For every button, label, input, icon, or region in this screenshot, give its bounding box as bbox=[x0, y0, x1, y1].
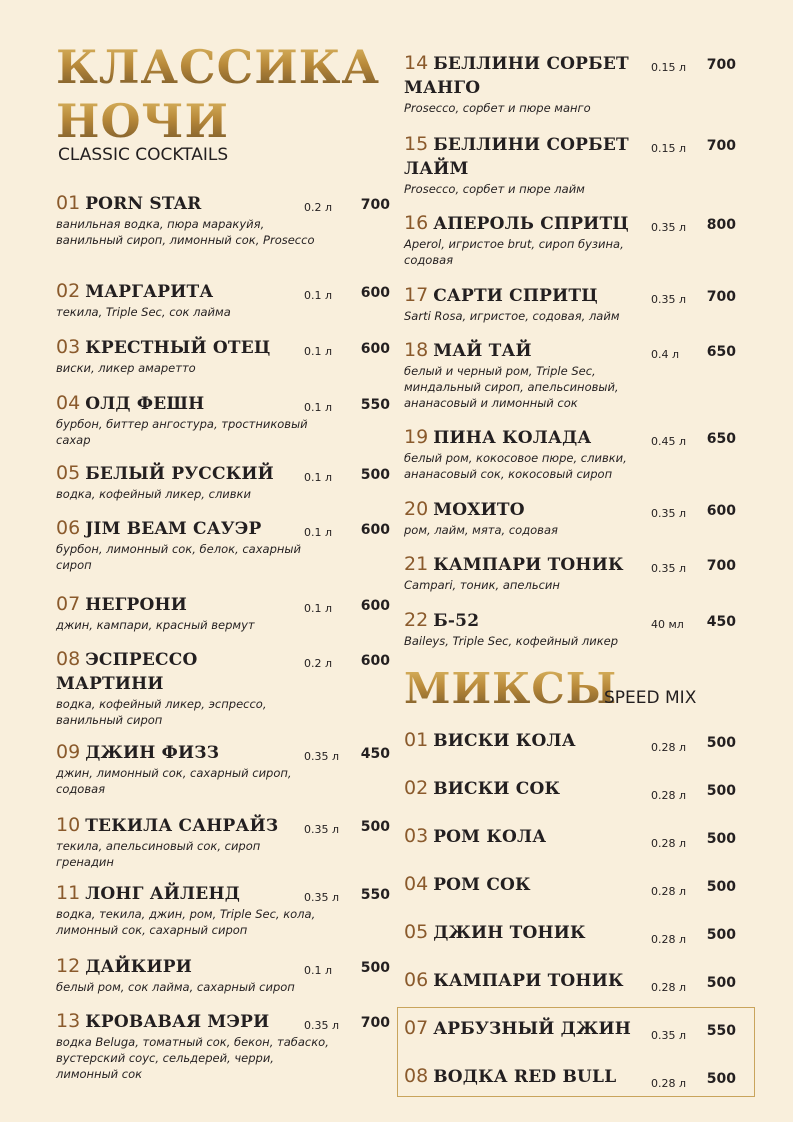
item-price: 650 bbox=[706, 344, 736, 360]
menu-item-header bbox=[404, 283, 754, 308]
item-name: JIM BEAM САУЭР bbox=[85, 519, 262, 539]
item-number: 21 bbox=[404, 553, 429, 575]
item-volume: 40 мл bbox=[651, 618, 684, 631]
item-volume: 0.35 л bbox=[304, 823, 340, 836]
menu-item bbox=[56, 592, 396, 633]
item-price: 800 bbox=[706, 217, 736, 233]
item-number: 12 bbox=[56, 955, 81, 977]
item-price: 700 bbox=[360, 197, 390, 213]
item-price: 500 bbox=[706, 1071, 736, 1087]
item-volume: 0.1 л bbox=[304, 401, 333, 414]
item-volume: 0.2 л bbox=[304, 657, 333, 670]
item-volume: 0.1 л bbox=[304, 289, 333, 302]
item-price: 500 bbox=[706, 927, 736, 943]
menu-item bbox=[404, 608, 754, 649]
item-price: 550 bbox=[706, 1023, 736, 1039]
menu-item-header bbox=[404, 132, 754, 181]
item-name: ЭСПРЕССО МАРТИНИ bbox=[56, 650, 198, 694]
item-volume: 0.1 л bbox=[304, 345, 333, 358]
item-volume: 0.35 л bbox=[304, 1019, 340, 1032]
item-name: ЛОНГ АЙЛЕНД bbox=[85, 884, 241, 904]
menu-item bbox=[404, 776, 754, 801]
item-volume: 0.2 л bbox=[304, 201, 333, 214]
item-price: 450 bbox=[706, 614, 736, 630]
item-name: МОХИТО bbox=[433, 500, 525, 520]
item-name: ВИСКИ СОК bbox=[433, 779, 561, 799]
menu-item bbox=[56, 461, 396, 502]
menu-item bbox=[56, 954, 396, 995]
item-number: 02 bbox=[56, 280, 81, 302]
menu-item bbox=[404, 283, 754, 324]
item-description: водка, кофейный ликер, сливки bbox=[56, 487, 251, 501]
item-description: Prosecco, сорбет и пюре лайм bbox=[404, 182, 585, 196]
item-name: Б-52 bbox=[433, 611, 480, 631]
item-volume: 0.28 л bbox=[651, 741, 687, 754]
item-number: 03 bbox=[56, 336, 81, 358]
section-subtitle: CLASSIC COCKTAILS bbox=[58, 145, 229, 165]
item-description: текила, апельсиновый сок, сироп гренадин bbox=[56, 839, 261, 869]
menu-item bbox=[404, 968, 754, 993]
item-name: БЕЛЛИНИ СОРБЕТ ЛАЙМ bbox=[404, 135, 629, 179]
item-volume: 0.1 л bbox=[304, 964, 333, 977]
item-number: 16 bbox=[404, 212, 429, 234]
menu-item-header bbox=[404, 776, 754, 801]
menu-item bbox=[404, 552, 754, 593]
item-description: белый и черный ром, Triple Sec, миндальный сироп, апельсиновый, ананасовый и лимонный сок bbox=[404, 364, 619, 410]
menu-item bbox=[404, 51, 754, 116]
item-number: 06 bbox=[404, 969, 429, 991]
item-number: 17 bbox=[404, 284, 429, 306]
item-name: РОМ КОЛА bbox=[433, 827, 547, 847]
item-name: ТЕКИЛА САНРАЙЗ bbox=[85, 816, 279, 836]
section-title-line2: НОЧИ bbox=[56, 94, 229, 148]
item-volume: 0.1 л bbox=[304, 526, 333, 539]
item-price: 500 bbox=[360, 960, 390, 976]
item-volume: 0.45 л bbox=[651, 435, 687, 448]
item-volume: 0.28 л bbox=[651, 837, 687, 850]
item-name: КРЕСТНЫЙ ОТЕЦ bbox=[85, 338, 271, 358]
item-number: 04 bbox=[56, 392, 81, 414]
item-price: 500 bbox=[706, 783, 736, 799]
item-description: ром, лайм, мята, содовая bbox=[404, 523, 558, 537]
item-number: 10 bbox=[56, 814, 81, 836]
item-description: Sarti Rosa, игристое, содовая, лайм bbox=[404, 309, 620, 323]
menu-item bbox=[56, 516, 396, 573]
item-name: НЕГРОНИ bbox=[85, 595, 188, 615]
menu-item bbox=[56, 391, 396, 448]
item-number: 15 bbox=[404, 133, 429, 155]
item-name: ОЛД ФЕШН bbox=[85, 394, 205, 414]
menu-item bbox=[404, 497, 754, 538]
item-price: 700 bbox=[706, 57, 736, 73]
item-price: 500 bbox=[360, 819, 390, 835]
menu-item bbox=[404, 728, 754, 753]
item-description: водка, текила, джин, ром, Triple Sec, кола, лимонный сок, сахарный сироп bbox=[56, 907, 316, 937]
item-volume: 0.15 л bbox=[651, 142, 687, 155]
menu-item-header bbox=[404, 872, 754, 897]
menu-item bbox=[404, 338, 754, 411]
menu-item bbox=[404, 132, 754, 197]
item-volume: 0.28 л bbox=[651, 981, 687, 994]
item-number: 14 bbox=[404, 52, 429, 74]
item-name: БЕЛЛИНИ СОРБЕТ МАНГО bbox=[404, 54, 629, 98]
item-price: 700 bbox=[360, 1015, 390, 1031]
item-price: 700 bbox=[706, 558, 736, 574]
item-price: 600 bbox=[360, 285, 390, 301]
item-price: 700 bbox=[706, 289, 736, 305]
menu-item bbox=[56, 1009, 396, 1082]
item-number: 03 bbox=[404, 825, 429, 847]
mixes-subtitle: SPEED MIX bbox=[604, 688, 697, 708]
menu-item bbox=[56, 881, 396, 938]
item-name: КАМПАРИ ТОНИК bbox=[433, 971, 624, 991]
item-number: 02 bbox=[404, 777, 429, 799]
menu-item bbox=[56, 813, 396, 870]
item-description: бурбон, биттер ангостура, тростниковый сахар bbox=[56, 417, 308, 447]
menu-item-header bbox=[404, 51, 754, 100]
item-name: МАРГАРИТА bbox=[85, 282, 214, 302]
menu-item-header bbox=[56, 881, 396, 906]
menu-item-header bbox=[56, 391, 396, 416]
item-number: 05 bbox=[404, 921, 429, 943]
menu-item-header bbox=[56, 191, 396, 216]
item-number: 04 bbox=[404, 873, 429, 895]
menu-item bbox=[404, 920, 754, 945]
item-number: 11 bbox=[56, 882, 81, 904]
item-number: 19 bbox=[404, 426, 429, 448]
menu-item-header bbox=[56, 1009, 396, 1034]
item-description: Baileys, Triple Sec, кофейный ликер bbox=[404, 634, 619, 648]
item-name: КРОВАВАЯ МЭРИ bbox=[85, 1012, 270, 1032]
menu-item-header bbox=[404, 425, 754, 450]
item-description: бурбон, лимонный сок, белок, сахарный сироп bbox=[56, 542, 301, 572]
item-name: БЕЛЫЙ РУССКИЙ bbox=[85, 464, 274, 484]
menu-item-header bbox=[404, 552, 754, 577]
item-volume: 0.1 л bbox=[304, 471, 333, 484]
menu-item-header bbox=[56, 954, 396, 979]
menu-item-header bbox=[56, 335, 396, 360]
item-price: 550 bbox=[360, 397, 390, 413]
item-volume: 0.1 л bbox=[304, 602, 333, 615]
menu-item bbox=[404, 425, 754, 482]
mixes-title: МИКСЫ bbox=[404, 664, 618, 713]
item-name: МАЙ ТАЙ bbox=[433, 341, 532, 361]
item-price: 600 bbox=[360, 598, 390, 614]
item-volume: 0.4 л bbox=[651, 348, 680, 361]
item-number: 08 bbox=[404, 1065, 429, 1087]
item-price: 650 bbox=[706, 431, 736, 447]
highlight-frame bbox=[397, 1007, 755, 1097]
item-name: РОМ СОК bbox=[433, 875, 531, 895]
item-name: ДЖИН ТОНИК bbox=[433, 923, 586, 943]
menu-item-header bbox=[404, 338, 754, 363]
item-name: ДАЙКИРИ bbox=[85, 957, 192, 977]
item-number: 20 bbox=[404, 498, 429, 520]
item-description: белый ром, сок лайма, сахарный сироп bbox=[56, 980, 295, 994]
item-price: 550 bbox=[360, 887, 390, 903]
item-price: 500 bbox=[706, 879, 736, 895]
menu-item-header bbox=[56, 461, 396, 486]
menu-item-header bbox=[404, 211, 754, 236]
menu-item-header bbox=[56, 813, 396, 838]
item-name: ВИСКИ КОЛА bbox=[433, 731, 576, 751]
item-description: водка Beluga, томатный сок, бекон, табаско, вустерский соус, сельдерей, черри, лимонный сок bbox=[56, 1035, 329, 1081]
menu-item-header bbox=[56, 279, 396, 304]
item-volume: 0.35 л bbox=[651, 562, 687, 575]
menu-item-header bbox=[56, 516, 396, 541]
item-price: 450 bbox=[360, 746, 390, 762]
item-name: ВОДКА RED BULL bbox=[433, 1067, 617, 1087]
item-price: 500 bbox=[706, 735, 736, 751]
item-volume: 0.35 л bbox=[304, 750, 340, 763]
item-volume: 0.35 л bbox=[304, 891, 340, 904]
menu-item-header bbox=[404, 920, 754, 945]
item-volume: 0.28 л bbox=[651, 1077, 687, 1090]
menu-item-header bbox=[404, 824, 754, 849]
item-name: САРТИ СПРИТЦ bbox=[433, 286, 598, 306]
item-price: 600 bbox=[360, 522, 390, 538]
item-volume: 0.35 л bbox=[651, 507, 687, 520]
menu-item bbox=[56, 279, 396, 320]
item-volume: 0.28 л bbox=[651, 789, 687, 802]
item-description: Aperol, игристое brut, сироп бузина, содовая bbox=[404, 237, 624, 267]
item-number: 07 bbox=[404, 1017, 429, 1039]
item-number: 01 bbox=[56, 192, 81, 214]
item-price: 500 bbox=[706, 831, 736, 847]
item-volume: 0.28 л bbox=[651, 885, 687, 898]
menu-item bbox=[56, 647, 396, 728]
item-description: белый ром, кокосовое пюре, сливки, ананасовый сок, кокосовый сироп bbox=[404, 451, 627, 481]
menu-item-header bbox=[404, 968, 754, 993]
item-description: джин, лимонный сок, сахарный сироп, содовая bbox=[56, 766, 292, 796]
item-description: водка, кофейный ликер, эспрессо, ванильный сироп bbox=[56, 697, 267, 727]
item-volume: 0.35 л bbox=[651, 1029, 687, 1042]
item-price: 600 bbox=[706, 503, 736, 519]
item-name: АРБУЗНЫЙ ДЖИН bbox=[433, 1019, 632, 1039]
item-number: 08 bbox=[56, 648, 81, 670]
menu-item-header bbox=[56, 647, 396, 696]
item-volume: 0.28 л bbox=[651, 933, 687, 946]
menu-item bbox=[404, 824, 754, 849]
item-name: АПЕРОЛЬ СПРИТЦ bbox=[433, 214, 629, 234]
menu-item bbox=[56, 335, 396, 376]
item-number: 13 bbox=[56, 1010, 81, 1032]
menu-item-header bbox=[404, 728, 754, 753]
item-description: текила, Triple Sec, сок лайма bbox=[56, 305, 231, 319]
item-number: 05 bbox=[56, 462, 81, 484]
item-number: 01 bbox=[404, 729, 429, 751]
item-number: 18 bbox=[404, 339, 429, 361]
item-price: 600 bbox=[360, 341, 390, 357]
menu-item bbox=[404, 872, 754, 897]
item-number: 09 bbox=[56, 741, 81, 763]
item-number: 07 bbox=[56, 593, 81, 615]
item-price: 700 bbox=[706, 138, 736, 154]
item-name: PORN STAR bbox=[85, 194, 202, 214]
item-name: ДЖИН ФИЗЗ bbox=[85, 743, 220, 763]
menu-item bbox=[404, 211, 754, 268]
item-name: КАМПАРИ ТОНИК bbox=[433, 555, 624, 575]
item-volume: 0.35 л bbox=[651, 293, 687, 306]
item-description: виски, ликер амаретто bbox=[56, 361, 196, 375]
menu-item-header bbox=[56, 740, 396, 765]
item-description: джин, кампари, красный вермут bbox=[56, 618, 255, 632]
section-title-line1: КЛАССИКА bbox=[56, 40, 380, 94]
item-description: ванильная водка, пюра маракуйя, ванильный сироп, лимонный сок, Prosecco bbox=[56, 217, 315, 247]
menu-item-header bbox=[404, 608, 754, 633]
item-description: Prosecco, сорбет и пюре манго bbox=[404, 101, 591, 115]
item-number: 06 bbox=[56, 517, 81, 539]
menu-item-header bbox=[56, 592, 396, 617]
menu-item-header bbox=[404, 497, 754, 522]
item-name: ПИНА КОЛАДА bbox=[433, 428, 592, 448]
item-volume: 0.15 л bbox=[651, 61, 687, 74]
item-volume: 0.35 л bbox=[651, 221, 687, 234]
item-number: 22 bbox=[404, 609, 429, 631]
item-price: 500 bbox=[706, 975, 736, 991]
item-price: 600 bbox=[360, 653, 390, 669]
menu-item bbox=[56, 191, 396, 248]
menu-item bbox=[56, 740, 396, 797]
item-description: Campari, тоник, апельсин bbox=[404, 578, 560, 592]
item-price: 500 bbox=[360, 467, 390, 483]
